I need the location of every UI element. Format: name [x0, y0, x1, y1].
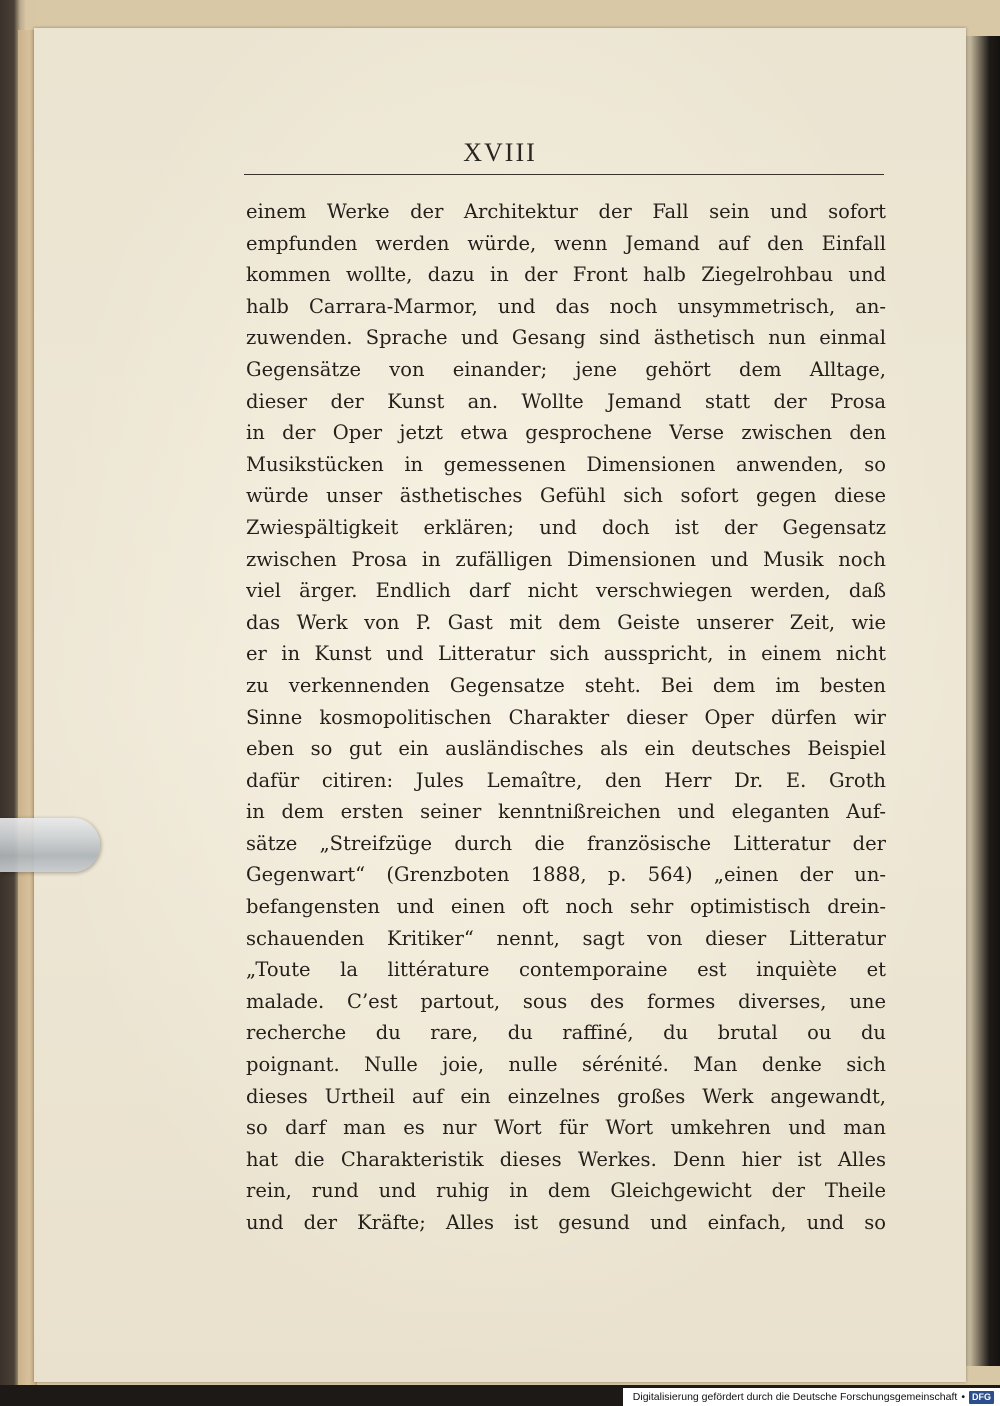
text-line: in der Oper jetzt etwa gesprochene Verse zwischen den [246, 421, 886, 445]
text-line: dafür citiren: Jules Lemaître, den Herr Dr. E. Groth [246, 768, 886, 792]
text-line: rein, rund und ruhig in dem Gleichgewicht der Theile [246, 1179, 886, 1203]
text-line: zu verkennenden Gegensatze steht. Bei dem im besten [246, 673, 886, 697]
text-line: Gegenwart“ (Grenzboten 1888, p. 564) „einen der un- [246, 863, 886, 887]
text-line: viel ärger. Endlich darf nicht verschwiegen werden, daß [246, 579, 886, 603]
text-line: das Werk von P. Gast mit dem Geiste unserer Zeit, wie [246, 610, 886, 634]
text-line: Gegensätze von einander; jene gehört dem Alltage, [246, 357, 886, 381]
text-line: schauenden Kritiker“ nennt, sagt von dieser Litteratur [246, 926, 886, 950]
text-line: in dem ersten seiner kenntnißreichen und eleganten Auf- [246, 800, 886, 824]
digitization-credit [623, 1388, 1000, 1406]
text-line: recherche du rare, du raffiné, du brutal ou du [246, 1021, 886, 1045]
text-line: zwischen Prosa in zufälligen Dimensionen und Musik noch [246, 547, 886, 571]
dfg-logo-icon: DFG [969, 1391, 994, 1404]
text-line: er in Kunst und Litteratur sich ausspricht, in einem nicht [246, 642, 886, 666]
text-line: dieses Urtheil auf ein einzelnes großes Werk angewandt, [246, 1084, 886, 1108]
text-line: Musikstücken in gemessenen Dimensionen anwenden, so [246, 452, 886, 476]
page-number: XVIII [463, 138, 537, 167]
book-page [34, 28, 966, 1382]
text-line: einem Werke der Architektur der Fall sein und sofort [246, 200, 886, 223]
plastic-bookmark-tab [0, 818, 100, 872]
text-line: kommen wollte, dazu in der Front halb Ziegelrohbau und [246, 263, 886, 287]
separator: • [961, 1391, 965, 1403]
text-line: halb Carrara-Marmor, und das noch unsymmetrisch, an- [246, 294, 886, 318]
funding-text: Digitalisierung gefördert durch die Deutsche Forschungsgemeinschaft [632, 1391, 958, 1403]
text-line: Sinne kosmopolitischen Charakter dieser Oper dürfen wir [246, 705, 886, 729]
text-line: und der Kräfte; Alles ist gesund und einfach, und so [246, 1211, 886, 1234]
text-line: „Toute la littérature contemporaine est inquiète et [246, 958, 886, 982]
text-line: poignant. Nulle joie, nulle sérénité. Man denke sich [246, 1053, 886, 1077]
text-line: dieser der Kunst an. Wollte Jemand statt der Prosa [246, 389, 886, 413]
text-line: so darf man es nur Wort für Wort umkehren und man [246, 1116, 886, 1140]
body-text [246, 196, 886, 1239]
text-line: hat die Charakteristik dieses Werkes. Denn hier ist Alles [246, 1147, 886, 1171]
text-line: befangensten und einen oft noch sehr optimistisch drein- [246, 895, 886, 919]
text-line: zuwenden. Sprache und Gesang sind ästhetisch nun einmal [246, 326, 886, 350]
text-line: sätze „Streifzüge durch die französische Litteratur der [246, 831, 886, 855]
text-line: empfunden werden würde, wenn Jemand auf den Einfall [246, 231, 886, 255]
text-line: Zwiespältigkeit erklären; und doch ist der Gegensatz [246, 515, 886, 539]
header-rule [244, 174, 884, 175]
text-line: eben so gut ein ausländisches als ein deutsches Beispiel [246, 737, 886, 761]
text-line: malade. C’est partout, sous des formes diverses, une [246, 989, 886, 1013]
text-line: würde unser ästhetisches Gefühl sich sofort gegen diese [246, 484, 886, 508]
